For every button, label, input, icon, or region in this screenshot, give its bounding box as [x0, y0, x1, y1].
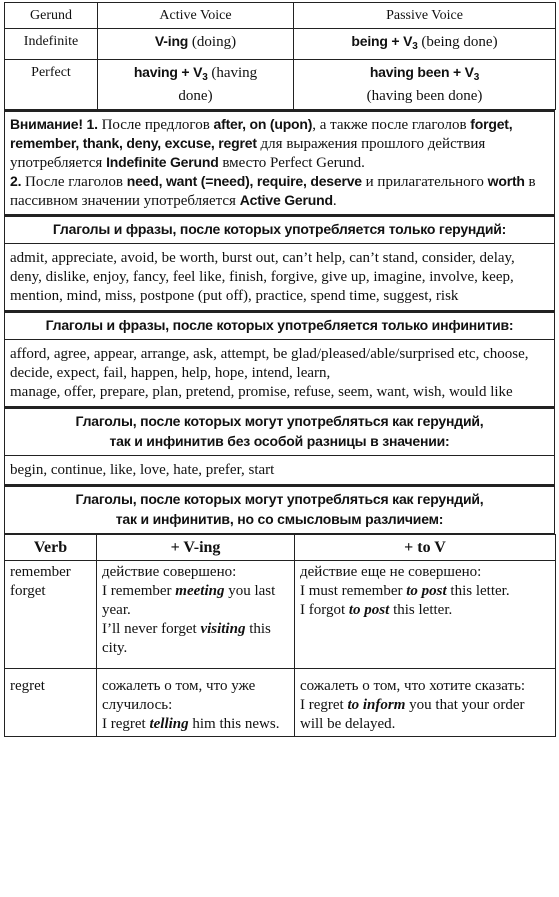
indefinite-row [5, 29, 556, 60]
header-gerund: Gerund [5, 3, 98, 29]
perfect-label: Perfect [5, 60, 98, 110]
gerund-forms-table [4, 2, 556, 110]
to-cell: сожалеть о том, что хотите сказать: I regret to inform you that your order will be delayed. [295, 669, 556, 737]
gerund-only-heading: Глаголы и фразы, после которых употребляется только герундий: [4, 215, 555, 244]
perfect-active: having + $V_3$ (having done) [98, 60, 294, 110]
table-row [5, 561, 556, 669]
header-to-v: + to V [295, 535, 556, 561]
attention-note: Внимание! 1. После предлогов after, on (upon), а также после глаголов forget, remember, thank, deny, excuse, regret для выражения прошлого действия употребляется Indefinite Gerund вместо Perfect Gerund. 2. После глаголов need, want (=need), require, deserve и прилагательного worth в пассивном значении употребляется Active Gerund. [4, 110, 555, 215]
header-v-ing: + V-ing [97, 535, 295, 561]
both-diff-heading: Глаголы, после которых могут употребляться как герундий, так и инфинитив, но со смысловым различием: [4, 485, 555, 534]
header-verb: Verb [5, 535, 97, 561]
perfect-passive: having been + $V_3$ (having been done) [294, 60, 556, 110]
indefinite-active: V-ing (doing) [98, 29, 294, 60]
grammar-page [4, 2, 555, 737]
verb-table-header [5, 535, 556, 561]
indefinite-label: Indefinite [5, 29, 98, 60]
ing-cell: сожалеть о том, что уже случилось: I regret telling him this news. [97, 669, 295, 737]
attention-label: Внимание! 1. [10, 116, 98, 132]
to-cell: действие еще не совершено: I must remember to post this letter. I forgot to post this letter. [295, 561, 556, 669]
both-same-heading: Глаголы, после которых могут употребляться как герундий, так и инфинитив без особой разницы в значении: [4, 407, 555, 456]
infinitive-only-heading: Глаголы и фразы, после которых употребляется только инфинитив: [4, 311, 555, 340]
verb-cell: remember forget [5, 561, 97, 669]
table-row [5, 669, 556, 737]
header-passive-voice: Passive Voice [294, 3, 556, 29]
gerund-table-header [5, 3, 556, 29]
both-same-list: begin, continue, like, love, hate, prefer, start [4, 456, 555, 485]
ing-cell: действие совершено: I remember meeting you last year. I’ll never forget visiting this city. [97, 561, 295, 669]
indefinite-passive: being + $V_3$ (being done) [294, 29, 556, 60]
infinitive-only-list: afford, agree, appear, arrange, ask, attempt, be glad/pleased/able/surprised etc, choose, decide, expect, fail, happen, help, hope, intend, learn, manage, offer, prepare, plan, pretend, promise, refuse, seem, want, wish, would like [4, 340, 555, 407]
verb-cell: regret [5, 669, 97, 737]
verb-meaning-table [4, 534, 556, 737]
perfect-row [5, 60, 556, 110]
header-active-voice: Active Voice [98, 3, 294, 29]
gerund-only-list: admit, appreciate, avoid, be worth, burst out, can’t help, can’t stand, consider, delay, deny, dislike, enjoy, fancy, feel like, finish, forgive, give up, imagine, involve, keep, mention, mind, miss, postpone (put off), practice, spend time, suggest, risk [4, 244, 555, 311]
